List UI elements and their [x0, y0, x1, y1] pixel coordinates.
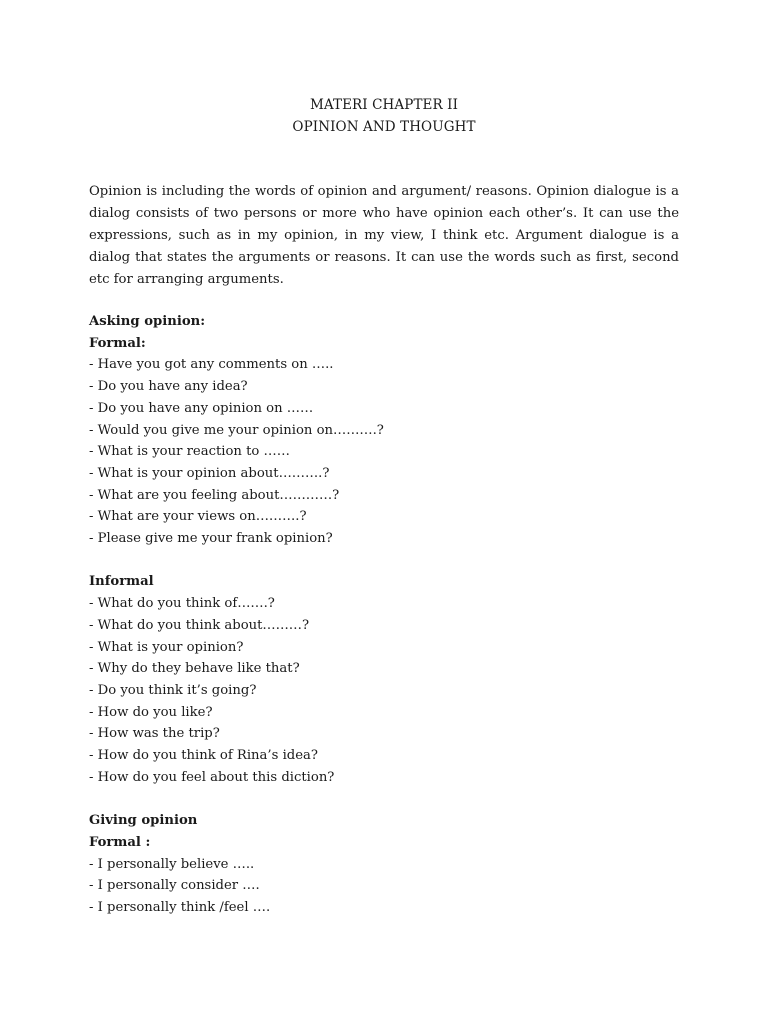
list-item: - Have you got any comments on ….. [89, 357, 334, 373]
list-item: - Why do they behave like that? [89, 661, 300, 677]
list-item: - How was the trip? [89, 726, 220, 742]
section-spacer [89, 788, 679, 810]
opinion-expressions [89, 311, 679, 919]
list-item: - Do you have any opinion on …… [89, 400, 314, 416]
asking-informal-heading: Informal [89, 574, 154, 590]
list-item: - What is your reaction to …… [89, 444, 290, 460]
list-item: - I personally consider …. [89, 878, 260, 894]
list-item: - Please give me your frank opinion? [89, 531, 333, 547]
intro-paragraph: Opinion is including the words of opinion and argument/ reasons. Opinion dialogue is a dialog consists of two persons or more who have opinion each other’s. It can use the expressions, such as in my opinion, in my view, I think etc. Argument dialogue is a dialog that states the arguments or reasons. It can use the words such as first, second etc for arranging arguments. [89, 184, 679, 287]
list-item: - What are you feeling about…………? [89, 487, 340, 503]
giving-formal-heading: Formal : [89, 834, 151, 850]
list-item: - What do you think about………? [89, 617, 310, 633]
list-item: - Do you have any idea? [89, 379, 248, 395]
list-item: - Do you think it’s going? [89, 682, 257, 698]
chapter-title: MATERI CHAPTER II [309, 97, 459, 113]
asking-formal-heading: Formal: [89, 335, 146, 351]
list-item: - What are your views on……….? [89, 509, 307, 525]
list-item: - What is your opinion about……….? [89, 465, 330, 481]
section-spacer [89, 550, 679, 572]
list-item: - What is your opinion? [89, 639, 244, 655]
chapter-subtitle: OPINION AND THOUGHT [292, 119, 476, 135]
list-item: - How do you like? [89, 704, 213, 720]
list-item: - How do you think of Rina’s idea? [89, 748, 318, 764]
list-item: - Would you give me your opinion on……….? [89, 422, 384, 438]
list-item: - I personally think /feel …. [89, 899, 271, 915]
list-item: - I personally believe ….. [89, 856, 255, 872]
list-item: - What do you think of…….? [89, 596, 275, 612]
giving-opinion-heading: Giving opinion [89, 813, 198, 829]
asking-opinion-heading: Asking opinion: [89, 314, 206, 329]
list-item: - How do you feel about this diction? [89, 769, 335, 785]
document-title [0, 94, 768, 138]
